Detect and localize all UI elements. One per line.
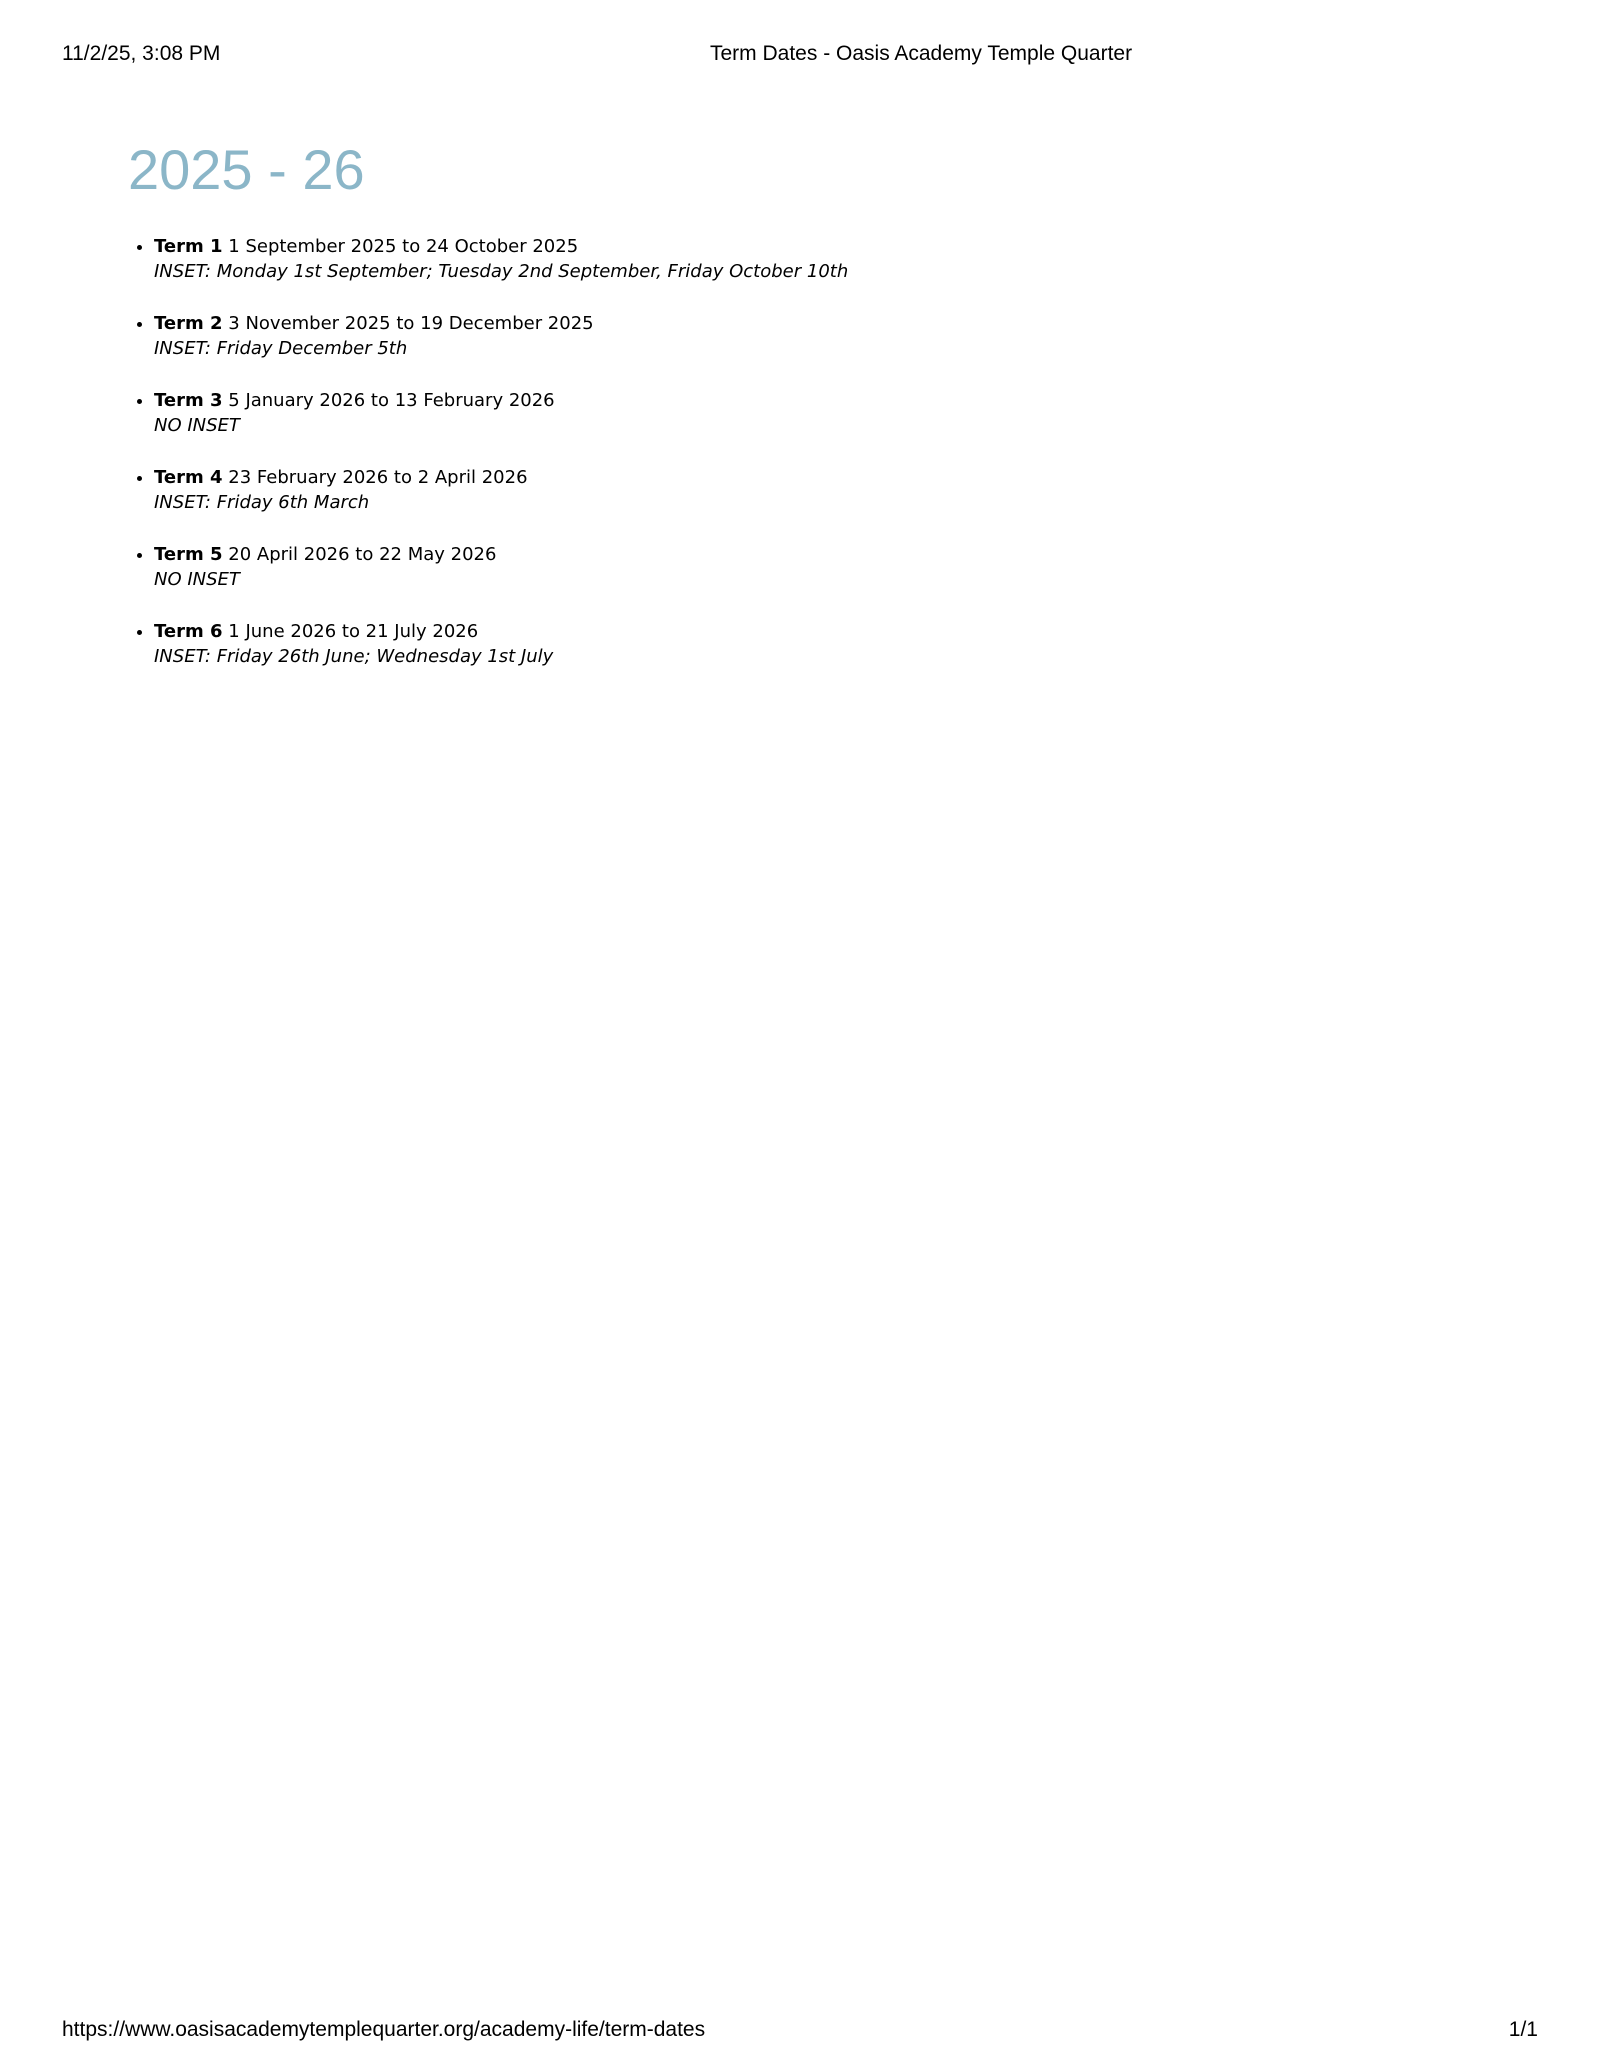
term-dates: 1 June 2026 to 21 July 2026: [228, 621, 479, 642]
term-dates: 5 January 2026 to 13 February 2026: [228, 390, 555, 411]
term-inset: INSET: Friday 6th March: [154, 492, 370, 513]
page-url: https://www.oasisacademytemplequarter.org/academy-life/term-dates: [62, 2018, 706, 2041]
term-label: Term 5: [154, 544, 223, 565]
term-inset: INSET: Friday 26th June; Wednesday 1st July: [154, 646, 554, 667]
term-dates: 20 April 2026 to 22 May 2026: [228, 544, 497, 565]
term-inset: INSET: Monday 1st September; Tuesday 2nd September, Friday October 10th: [154, 261, 849, 282]
term-label: Term 4: [154, 467, 223, 488]
term-item: [154, 465, 1428, 515]
term-dates: 23 February 2026 to 2 April 2026: [228, 467, 528, 488]
term-inset: INSET: Friday December 5th: [154, 338, 408, 359]
term-dates: 3 November 2025 to 19 December 2025: [228, 313, 594, 334]
print-footer: [62, 2016, 1538, 2044]
term-inset: NO INSET: [154, 569, 240, 590]
term-dates: 1 September 2025 to 24 October 2025: [228, 236, 579, 257]
term-item: [154, 388, 1428, 438]
term-item: [154, 542, 1428, 592]
term-item: [154, 234, 1428, 284]
term-item: [154, 619, 1428, 669]
term-label: Term 6: [154, 621, 223, 642]
term-inset: NO INSET: [154, 415, 240, 436]
print-datetime: 11/2/25, 3:08 PM: [62, 42, 221, 65]
term-label: Term 1: [154, 236, 223, 257]
page-number: 1/1: [1508, 2018, 1538, 2041]
term-label: Term 3: [154, 390, 223, 411]
term-label: Term 2: [154, 313, 223, 334]
print-page-title: Term Dates - Oasis Academy Temple Quarter: [710, 42, 1133, 65]
print-header: [62, 40, 1538, 68]
term-dates-content: [128, 132, 1428, 696]
academic-year-heading: 2025 - 26: [128, 138, 365, 201]
term-item: [154, 311, 1428, 361]
term-list: [128, 234, 1428, 669]
